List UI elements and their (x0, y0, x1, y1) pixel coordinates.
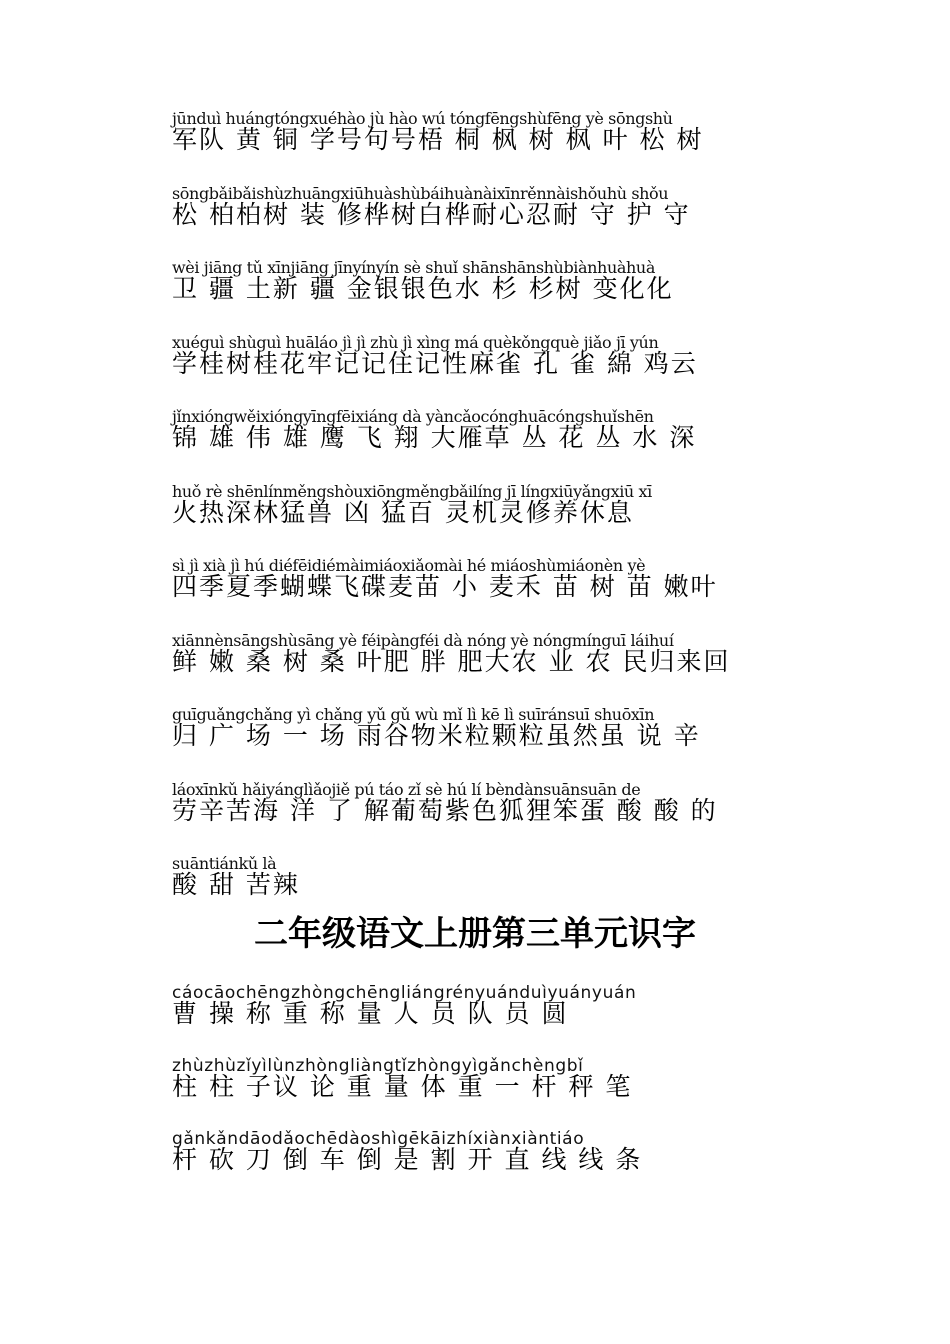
hanzi-line: 学桂树桂花牢记记住记性麻雀 孔 雀 綿 鸡云 (172, 349, 698, 378)
hanzi-line: 卫 疆 土新 疆 金银银色水 杉 杉树 变化化 (172, 274, 674, 303)
vocab-row-6 (172, 483, 812, 527)
vocab-row-10 (172, 781, 812, 825)
pinyin-line: cáocāochēngzhòngchēngliángrényuánduìyuányuán (172, 983, 637, 1003)
hanzi-line: 劳辛苦海 洋 了 解葡萄紫色狐狸笨蛋 酸 酸 的 (172, 796, 718, 825)
section-title: 二年级语文上册第三单元识字 (254, 914, 696, 954)
hanzi-line: 鲜 嫩 桑 树 桑 叶肥 胖 肥大农 业 农 民归来回 (172, 647, 731, 676)
vocab-row-9 (172, 706, 812, 750)
vocab-row-1 (172, 110, 812, 154)
pinyin-line: wèi jiāng tǔ xīnjiāng jīnyínyín sè shuǐ shānshānshùbiànhuàhuà (172, 258, 655, 277)
pinyin-line: gǎnkǎndāodǎochēdàoshìgēkāizhíxiànxiàntiáo (172, 1129, 585, 1149)
vocab-row-11 (172, 855, 812, 899)
pinyin-line: guīguǎngchǎng yì chǎng yǔ gǔ wù mǐ lì kē lì suīránsuī shuōxīn (172, 705, 655, 724)
vocab-row-5 (172, 408, 812, 452)
vocab-row-3 (172, 259, 812, 303)
pinyin-line: sōngbǎibǎishùzhuāngxiūhuàshùbáihuànàixīnrěnnàishǒuhù shǒu (172, 184, 669, 203)
pinyin-line: láoxīnkǔ hǎiyánglìǎojiě pú táo zǐ sè hú lí bèndànsuānsuān de (172, 780, 641, 799)
vocab-row-2 (172, 185, 812, 229)
vocab-row-7 (172, 557, 812, 601)
hanzi-line: 火热深林猛兽 凶 猛百 灵机灵修养休息 (172, 498, 634, 527)
hanzi-line: 归 广 场 一 场 雨谷物米粒颗粒虽然虽 说 辛 (172, 721, 701, 750)
vocab-row-13 (172, 1057, 812, 1101)
hanzi-line: 曹 操 称 重 称 量 人 员 队 员 圆 (172, 999, 569, 1028)
hanzi-line: 松 柏柏树 装 修桦树白桦耐心忍耐 守 护 守 (172, 200, 691, 229)
hanzi-line: 柱 柱 子议 论 重 量 体 重 一 杆 秤 笔 (172, 1072, 633, 1101)
hanzi-line: 四季夏季蝴蝶飞碟麦苗 小 麦禾 苗 树 苗 嫩叶 (172, 572, 718, 601)
hanzi-line: 杆 砍 刀 倒 车 倒 是 割 开 直 线 线 条 (172, 1145, 643, 1174)
hanzi-line: 酸 甜 苦辣 (172, 870, 300, 899)
pinyin-line: xuéguì shùguì huāláo jì jì zhù jì xìng má quèkǒngquè jiǎo jī yún (172, 333, 659, 352)
pinyin-line: huǒ rè shēnlínměngshòuxiōngměngbǎilíng jī língxiūyǎngxiū xī (172, 482, 652, 501)
hanzi-line: 军队 黄 铜 学号句号梧 桐 枫 树 枫 叶 松 树 (172, 125, 704, 154)
pinyin-line: jǐnxióngwěixióngyīngfēixiáng dà yàncǎocónghuācóngshuǐshēn (172, 407, 654, 426)
pinyin-line: xiānnènsāngshùsāng yè féipàngféi dà nóng yè nóngmínguī láihuí (172, 631, 674, 650)
pinyin-line: zhùzhùzǐyìlùnzhòngliàngtǐzhòngyìgǎnchèngbǐ (172, 1056, 584, 1076)
pinyin-line: sì jì xià jì hú diéfēidiémàimiáoxiǎomài hé miáoshùmiáonèn yè (172, 556, 646, 575)
vocab-row-4 (172, 334, 812, 378)
vocab-row-12 (172, 984, 812, 1028)
pinyin-line: jūnduì huángtóngxuéhào jù hào wú tóngfēngshùfēng yè sōngshù (172, 109, 673, 128)
hanzi-line: 锦 雄 伟 雄 鹰 飞 翔 大雁草 丛 花 丛 水 深 (172, 423, 697, 452)
vocab-row-14 (172, 1130, 812, 1174)
vocab-row-8 (172, 632, 812, 676)
pinyin-line: suāntiánkǔ là (172, 854, 277, 873)
